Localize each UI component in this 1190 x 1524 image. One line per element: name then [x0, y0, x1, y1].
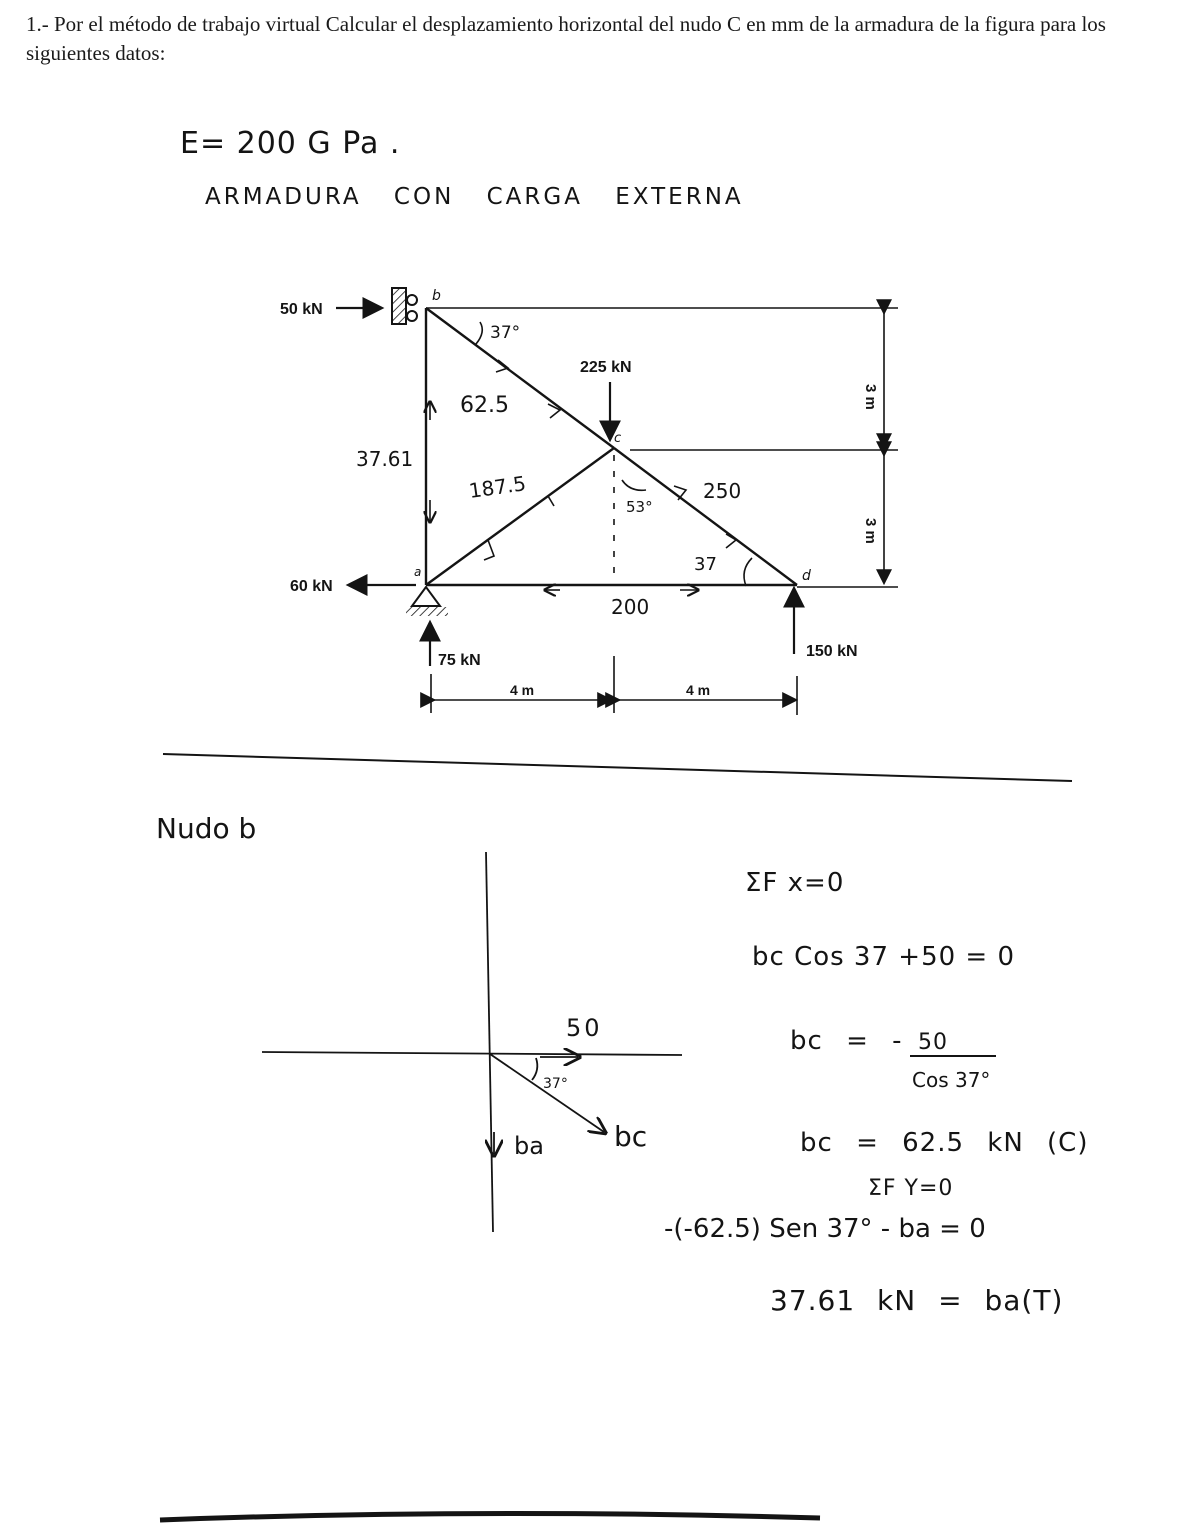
- equation-bc-fraction-lhs: bc = -: [790, 1026, 903, 1056]
- load-label-a: 60 kN: [290, 578, 333, 595]
- fbd-label-bc: bc: [614, 1120, 648, 1153]
- equation-bc-fraction-num: 50: [918, 1030, 948, 1055]
- fbd-member-bc: [490, 1054, 604, 1132]
- equation-bc-cos: bc Cos 37 +50 = 0: [752, 942, 1016, 972]
- equation-ba-sen: -(-62.5) Sen 37° - ba = 0: [664, 1214, 986, 1244]
- dimension-height-bottom: 3 m: [862, 518, 879, 544]
- angle-c: 53°: [626, 498, 653, 516]
- fbd-load-label: 50: [566, 1014, 603, 1042]
- load-label-b: 50 kN: [280, 301, 323, 318]
- modulus-label: E= 200 G Pa .: [180, 126, 401, 161]
- fbd-label-ba: ba: [514, 1132, 544, 1160]
- dimension-span-right: 4 m: [686, 682, 711, 698]
- force-ac: 187.5: [467, 471, 528, 503]
- force-bc: 62.5: [460, 393, 509, 418]
- dimension-height-top: 3 m: [862, 384, 879, 410]
- node-b-title: Nudo b: [156, 812, 257, 845]
- load-label-c: 225 kN: [580, 359, 632, 376]
- reaction-label-d: 150 kN: [806, 643, 858, 660]
- fbd-vertical-axis: [486, 852, 493, 1232]
- angle-d: 37: [694, 554, 717, 575]
- node-label-d: d: [802, 568, 811, 584]
- problem-statement: 1.- Por el método de trabajo virtual Calcular el desplazamiento horizontal del nudo C en mm de la armadura de la figura para los siguientes datos:: [26, 12, 1106, 65]
- equation-bc-result: bc = 62.5 kN (C): [800, 1128, 1089, 1158]
- truss-caption: ARMADURA CON CARGA EXTERNA: [205, 184, 744, 210]
- force-cd: 250: [703, 479, 742, 503]
- fbd-angle-arc: [532, 1058, 537, 1080]
- fbd-angle-label: 37°: [543, 1076, 568, 1092]
- equation-sum-fx: ΣF x=0: [745, 868, 845, 898]
- equation-sum-fy: ΣF Y=0: [868, 1176, 954, 1201]
- force-ab: 37.61: [356, 447, 414, 471]
- dimension-span-left: 4 m: [510, 682, 535, 698]
- node-label-b: b: [432, 288, 441, 304]
- fraction-bar: [910, 1055, 996, 1057]
- reaction-label-a: 75 kN: [438, 652, 481, 669]
- angle-b: 37°: [490, 323, 521, 343]
- equation-ba-result: 37.61 kN = ba(T): [770, 1284, 1064, 1317]
- node-label-a: a: [414, 565, 422, 579]
- force-ad: 200: [611, 595, 650, 619]
- node-label-c: c: [614, 431, 622, 446]
- fbd-horizontal-axis: [262, 1052, 682, 1055]
- equation-bc-fraction-den: Cos 37°: [912, 1068, 991, 1092]
